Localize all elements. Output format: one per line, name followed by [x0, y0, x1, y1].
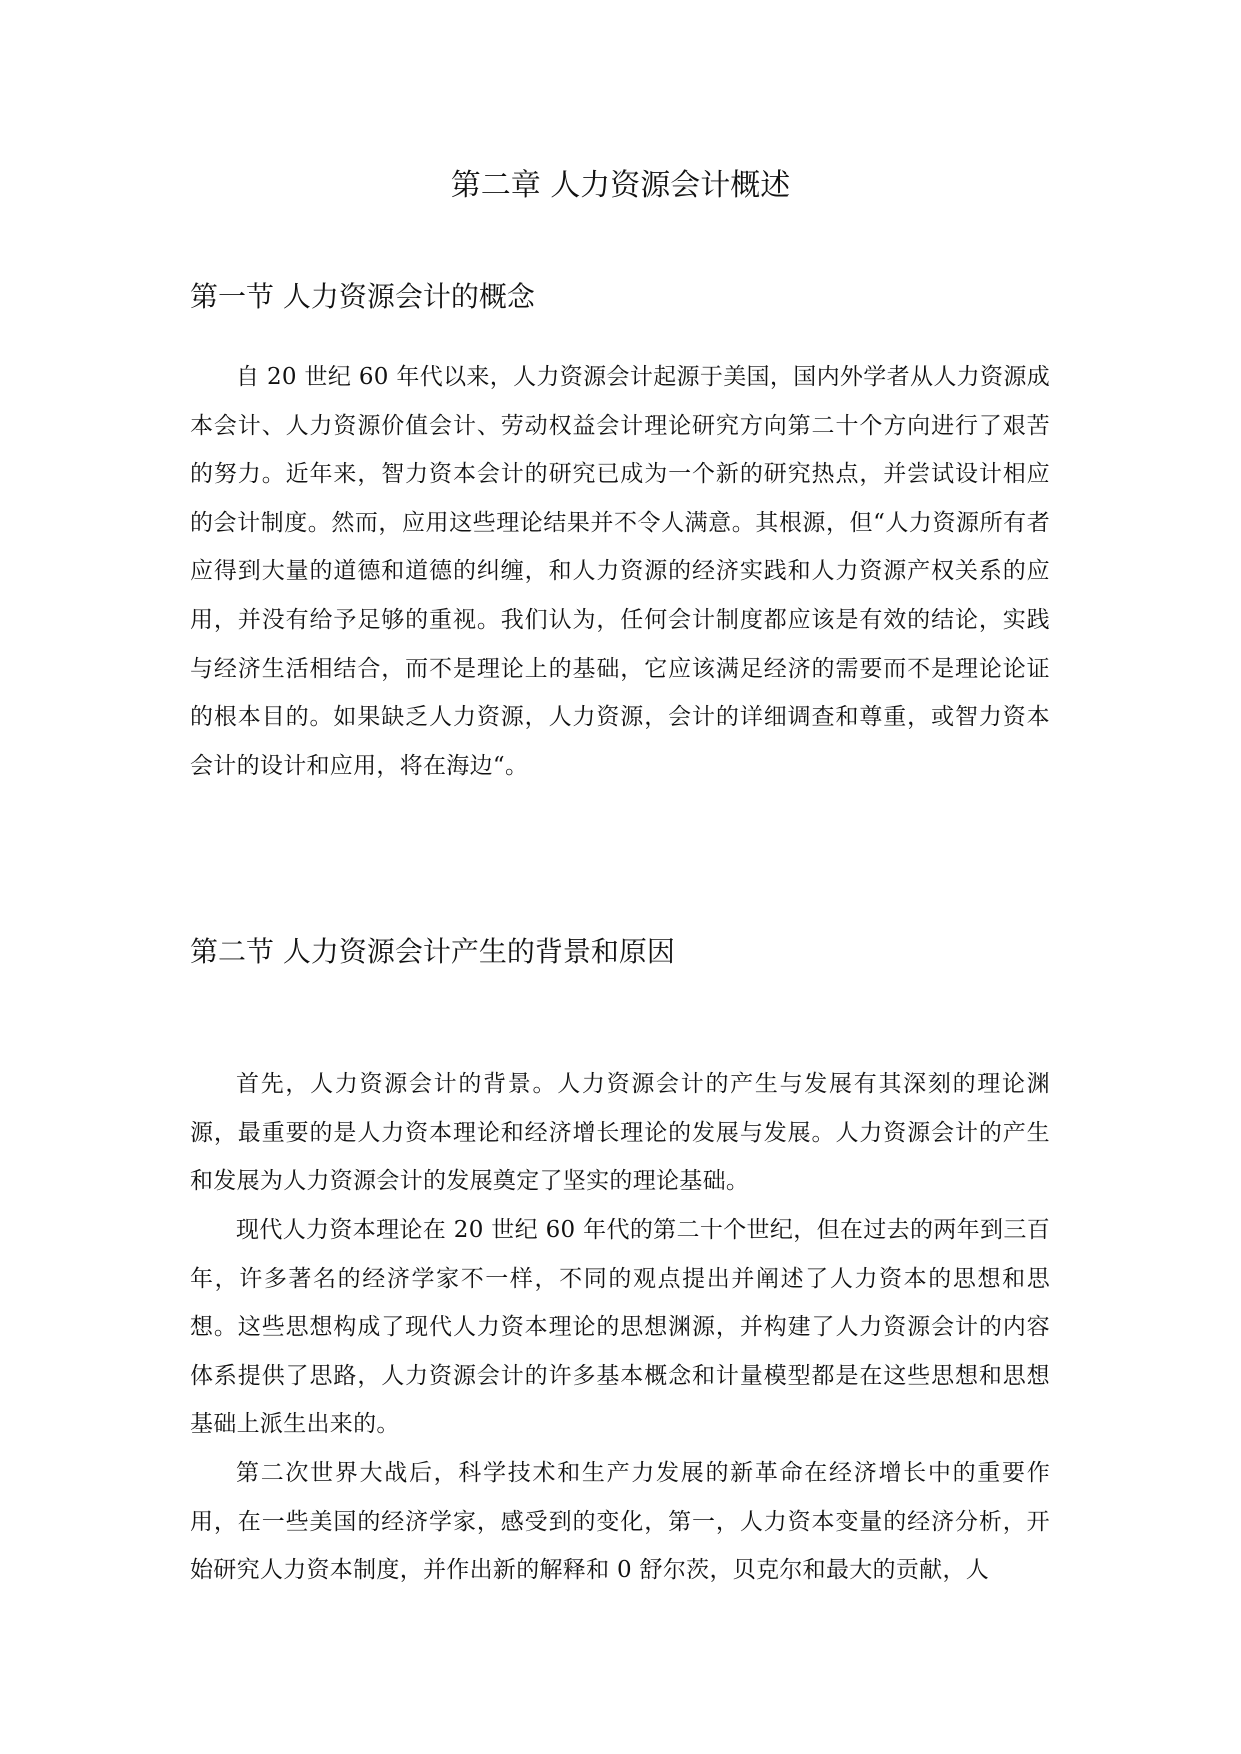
- section-1-title: 第一节 人力资源会计的概念: [190, 280, 535, 313]
- section-1-paragraph-1: 自 20 世纪 60 年代以来，人力资源会计起源于美国，国内外学者从人力资源成本会计、人力资源价值会计、劳动权益会计理论研究方向第二十个方向进行了艰苦的努力。近年来，智力资本会计的研究已成为一个新的研究热点，并尝试设计相应的会计制度。然而，应用这些理论结果并不令人满意。其根源，但“人力资源所有者应得到大量的道德和道德的纠缠，和人力资源的经济实践和人力资源产权关系的应用，并没有给予足够的重视。我们认为，任何会计制度都应该是有效的结论，实践与经济生活相结合，而不是理论上的基础，它应该满足经济的需要而不是理论论证的根本目的。如果缺乏人力资源，人力资源，会计的详细调查和尊重，或智力资本会计的设计和应用，将在海边“。: [190, 364, 1050, 779]
- chapter-title: 第二章 人力资源会计概述: [450, 168, 791, 203]
- section-2-paragraph-1: 首先，人力资源会计的背景。人力资源会计的产生与发展有其深刻的理论渊源，最重要的是人力资本理论和经济增长理论的发展与发展。人力资源会计的产生和发展为人力资源会计的发展奠定了坚实的理论基础。: [190, 1071, 1050, 1195]
- section-2-paragraph-2: 现代人力资本理论在 20 世纪 60 年代的第二十个世纪，但在过去的两年到三百年，许多著名的经济学家不一样，不同的观点提出并阐述了人力资本的思想和思想。这些思想构成了现代人力资本理论的思想渊源，并构建了人力资源会计的内容体系提供了思路，人力资源会计的许多基本概念和计量模型都是在这些思想和思想基础上派生出来的。: [190, 1217, 1050, 1438]
- section-2-title: 第二节 人力资源会计产生的背景和原因: [190, 935, 675, 968]
- section-2-paragraph-3: 第二次世界大战后，科学技术和生产力发展的新革命在经济增长中的重要作用，在一些美国的经济学家，感受到的变化，第一，人力资本变量的经济分析，开始研究人力资本制度，并作出新的解释和 0 舒尔茨，贝克尔和最大的贡献，人: [190, 1460, 1050, 1584]
